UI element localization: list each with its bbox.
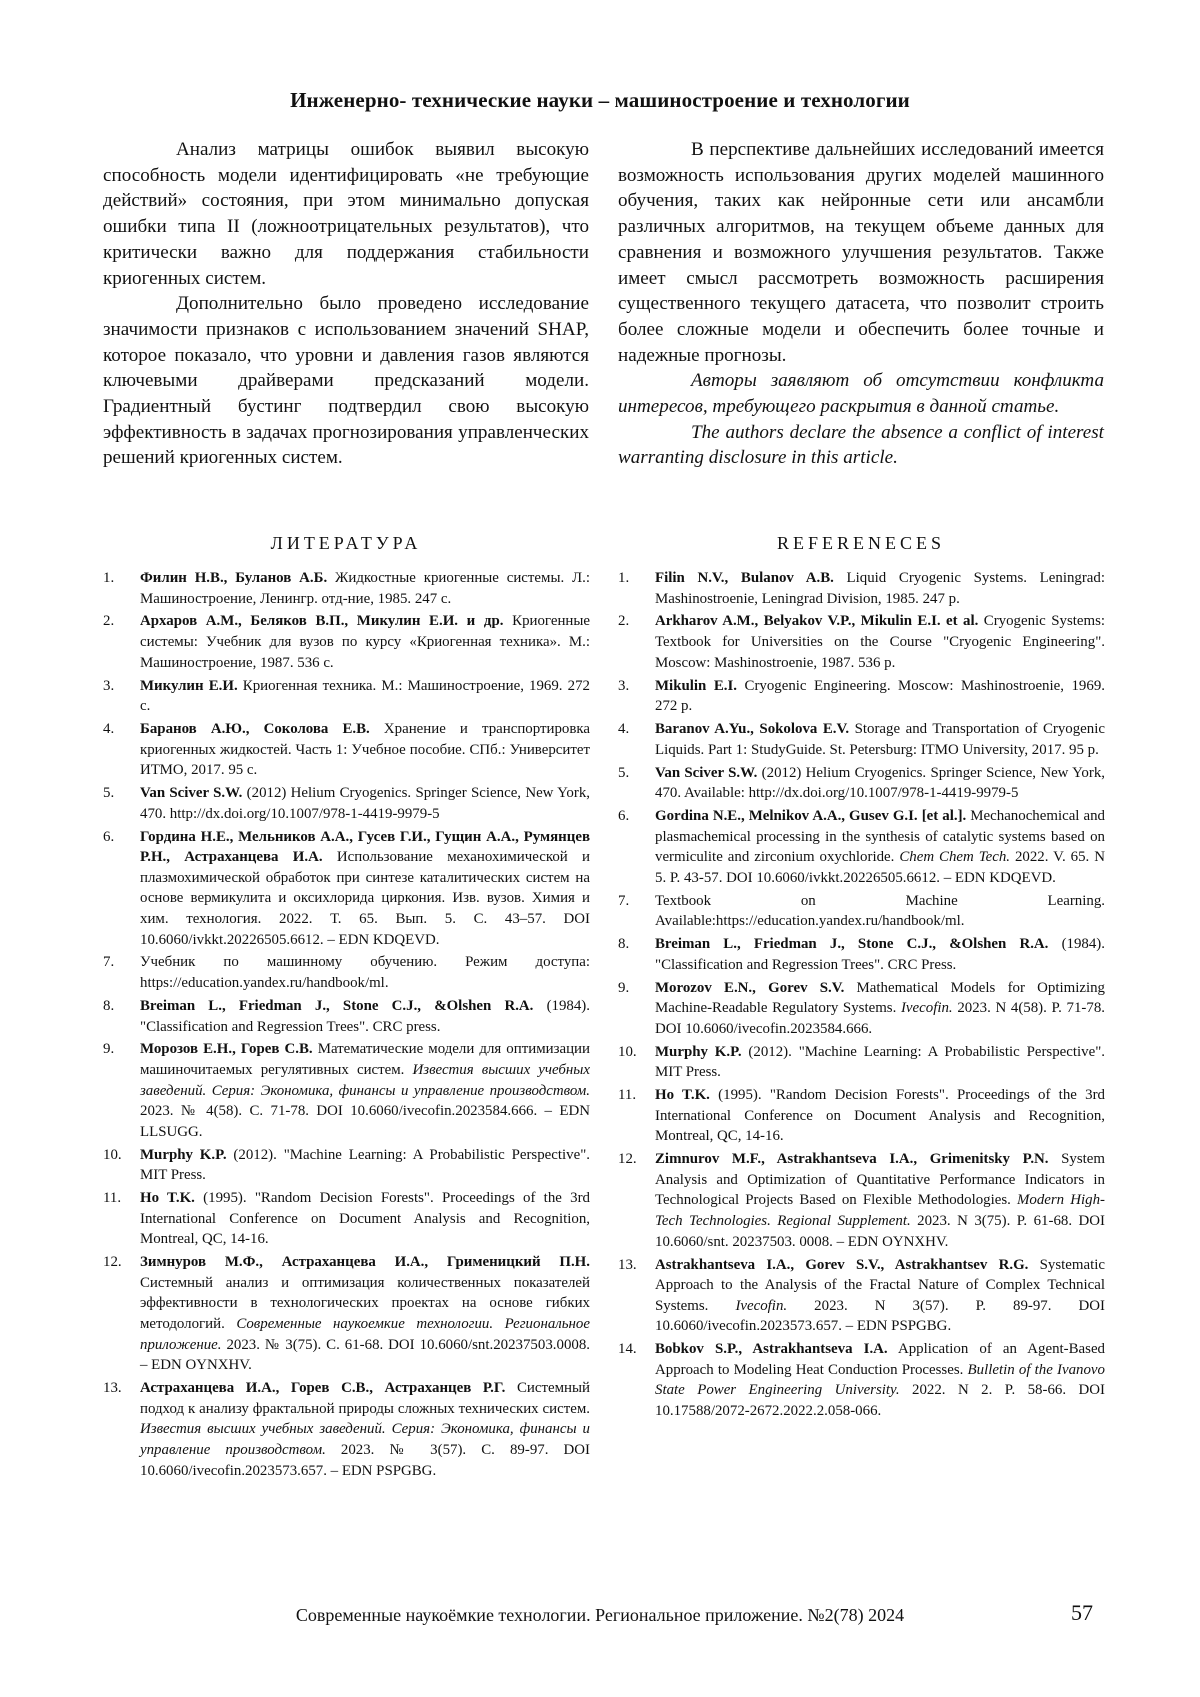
reference-number: 13. — [618, 1256, 637, 1273]
reference-authors: Arkharov A.M., Belyakov V.P., Mikulin E.I. et al. — [655, 613, 979, 630]
reference-number: 2. — [618, 613, 630, 630]
reference-text — [655, 891, 1105, 932]
reference-number: 6. — [103, 828, 115, 845]
reference-authors: Морозов Е.Н., Горев С.В. — [140, 1041, 313, 1058]
reference-authors: Morozov E.N., Gorev S.V. — [655, 979, 845, 996]
reference-detail: (2012) Helium Cryogenics. Springer Science, New York, 470. http://dx.doi.org/10.1007/978-1-4419-9979-5 — [140, 785, 591, 822]
body-paragraph: Анализ матрицы ошибок выявил высокую способность модели идентифицировать «не требующие действий» состояния, при этом минимально допуская ошибки типа II (ложноотрицательных результатов), что критически важно для поддержания стабильности криогенных систем. — [103, 139, 589, 289]
reference-item — [618, 568, 1105, 609]
reference-authors: Breiman L., Friedman J., Stone C.J., &Olshen R.A. — [655, 936, 1049, 953]
reference-authors: Архаров А.М., Беляков В.П., Микулин Е.И. и др. — [140, 613, 504, 630]
reference-number: 10. — [103, 1146, 122, 1163]
reference-number: 1. — [618, 570, 630, 586]
reference-text — [655, 763, 1105, 804]
reference-item — [103, 952, 590, 993]
reference-text — [140, 1252, 590, 1376]
reference-item — [618, 611, 1105, 673]
reference-number: 6. — [618, 808, 630, 825]
journal-footer: Современные наукоёмкие технологии. Региональное приложение. №2(78) 2024 — [295, 1605, 905, 1625]
reference-detail: Systematic Approach to the Analysis of the Fractal Nature of Complex Technical Systems. — [655, 1256, 1105, 1314]
reference-source: Modern High-Tech Technologies. Regional Supplement. — [655, 1192, 1105, 1230]
reference-text — [140, 1145, 590, 1186]
literature-heading: ЛИТЕРАТУРА — [270, 533, 422, 553]
reference-number: 14. — [618, 1341, 637, 1358]
reference-authors: Микулин Е.И. — [140, 677, 238, 694]
reference-authors: Гордина Н.Е., Мельников А.А., Гусев Г.И., Гущин А.А., Румянцев Р.Н., Астраханцева И.А. — [140, 828, 590, 866]
reference-authors: Ho T.K. — [655, 1087, 710, 1104]
conflict-statement-en: The authors declare the absence a conflict of interest warranting disclosure in this article. — [618, 421, 1104, 469]
reference-detail: Mathematical Models for Optimizing Machine-Readable Regulatory Systems. — [655, 979, 1105, 1017]
reference-number: 8. — [103, 997, 115, 1014]
reference-text — [140, 783, 590, 824]
reference-number: 2. — [103, 613, 115, 630]
reference-text — [655, 978, 1105, 1040]
reference-number: 3. — [618, 677, 630, 694]
reference-number: 12. — [103, 1254, 122, 1271]
reference-item — [103, 1188, 590, 1250]
reference-text — [655, 1085, 1105, 1147]
reference-number: 11. — [618, 1087, 637, 1104]
reference-detail: Cryogenic Engineering. Moscow: Mashinostroenie, 1969. 272 p. — [655, 677, 1105, 715]
reference-source: Современные наукоемкие технологии. Региональное приложение. — [140, 1316, 590, 1353]
reference-item — [103, 996, 590, 1037]
reference-authors: Breiman L., Friedman J., Stone C.J., &Olshen R.A. — [140, 997, 534, 1014]
reference-text — [140, 827, 590, 951]
reference-text — [140, 952, 590, 993]
reference-number: 1. — [103, 570, 115, 586]
reference-detail: Storage and Transportation of Cryogenic Liquids. Part 1: StudyGuide. St. Petersburg: ITMO University, 2017. 95 p. — [655, 721, 1105, 758]
reference-source: Ivecofin. — [735, 1297, 788, 1314]
reference-detail: (1984). "Classification and Regression Trees". CRC press. — [140, 997, 590, 1035]
reference-detail: 2022. V. 65. N 5. P. 43-57. DOI 10.6060/ivkkt.20226505.6612. – EDN KDQEVD. — [655, 849, 1105, 886]
reference-detail: Хранение и транспортировка криогенных жидкостей. Часть 1: Учебное пособие. СПб.: Университет ИТМО, 2017. 95 с. — [140, 721, 590, 779]
reference-detail: Application of an Agent-Based Approach to Modeling Heat Conduction Processes. — [655, 1341, 1106, 1378]
reference-item — [618, 806, 1105, 888]
reference-text — [655, 1149, 1105, 1252]
reference-item — [618, 1339, 1105, 1421]
reference-detail: Textbook on Machine Learning. Available:https://education.yandex.ru/handbook/ml. — [655, 892, 1105, 930]
body-column-right — [618, 137, 1104, 471]
reference-source: Известия высших учебных заведений. Серия: Экономика, финансы и управление производством. — [140, 1421, 590, 1458]
reference-detail: Учебник по машинному обучению. Режим доступа: https://education.yandex.ru/handbook/ml. — [140, 954, 590, 992]
reference-detail: 2023. № 4(58). С. 71-78. DOI 10.6060/ivecofin.2023584.666. – EDN LLSUGG. — [140, 1103, 590, 1140]
reference-detail: Математические модели для оптимизации машиночитаемых регулятивных систем. — [140, 1041, 590, 1079]
body-paragraph: Дополнительно было проведено исследование значимости признаков с использованием значений SHAP, которое показало, что уровни и давления газов являются ключевыми драйверами предсказаний модели. Градиентный бустинг подтвердил свою высокую эффективность в задачах прогнозирования управленческих решений криогенных систем. — [103, 293, 589, 469]
reference-number: 9. — [618, 979, 630, 996]
reference-number: 4. — [103, 721, 115, 738]
reference-detail: Системный анализ и оптимизация количественных показателей эффективности в технологических проектах на основе гибких методологий. — [140, 1274, 590, 1333]
reference-detail: (1995). "Random Decision Forests". Proceedings of the 3rd International Conference on Document Analysis and Recognition, Montreal, QC, 14-16. — [655, 1087, 1105, 1145]
reference-number: 9. — [103, 1041, 115, 1058]
reference-detail: 2023. № 3(57). С. 89-97. DOI 10.6060/ivecofin.2023573.657. – EDN PSPGBG. — [140, 1441, 591, 1479]
reference-text — [655, 676, 1105, 717]
reference-text — [655, 611, 1105, 673]
reference-number: 7. — [103, 954, 115, 971]
references-heading: REFERENECES — [776, 533, 945, 553]
page-number: 57 — [1071, 1600, 1093, 1625]
reference-item — [618, 719, 1105, 760]
reference-number: 12. — [618, 1151, 637, 1168]
reference-authors: Баранов А.Ю., Соколова Е.В. — [140, 721, 370, 738]
reference-text — [655, 1042, 1105, 1083]
reference-detail: Mechanochemical and plasmachemical processing in the synthesis of catalytic systems based on vermiculite and zirconium oxychloride. — [655, 808, 1105, 866]
reference-number: 10. — [618, 1043, 637, 1060]
reference-detail: (1984). "Classification and Regression Trees". CRC Press. — [655, 936, 1105, 973]
reference-item — [103, 719, 590, 781]
reference-number: 7. — [618, 892, 630, 909]
reference-detail: 2023. N 3(75). P. 61-68. DOI 10.6060/snt. 20237503. 0008. – EDN OYNXHV. — [655, 1213, 1105, 1250]
reference-number: 4. — [618, 721, 630, 738]
reference-source: Известия высших учебных заведений. Серия: Экономика, финансы и управление производством. — [140, 1062, 590, 1099]
reference-detail: 2022. N 2. P. 58-66. DOI 10.17588/2072-2672.2022.2.058-066. — [655, 1382, 1106, 1420]
reference-detail: 2023. N 4(58). P. 71-78. DOI 10.6060/ivecofin.2023584.666. — [655, 1000, 1105, 1037]
reference-item — [103, 1145, 590, 1186]
body-column-left — [103, 137, 589, 471]
reference-item — [618, 891, 1105, 932]
reference-authors: Астраханцева И.А., Горев С.В., Астраханцев Р.Г. — [140, 1380, 506, 1397]
reference-detail: (2012). "Machine Learning: A Probabilistic Perspective". MIT Press. — [140, 1146, 591, 1184]
reference-number: 11. — [103, 1190, 122, 1207]
reference-item — [103, 568, 590, 609]
reference-authors: Ho T.K. — [140, 1190, 195, 1207]
reference-item — [103, 676, 590, 717]
reference-source: Bulletin of the Ivanovo State Power Engineering University. — [655, 1361, 1105, 1399]
reference-authors: Astrakhantseva I.A., Gorev S.V., Astrakhantsev R.G. — [655, 1256, 1029, 1273]
reference-text — [140, 611, 590, 673]
reference-detail: Cryogenic Systems: Textbook for Universities on the Course "Cryogenic Engineering". Moscow: Mashinostroenie, 1987. 536 p. — [655, 613, 1105, 671]
reference-authors: Murphy K.P. — [140, 1146, 227, 1163]
reference-authors: Van Sciver S.W. — [140, 785, 243, 802]
reference-item — [103, 827, 590, 951]
reference-text — [140, 1188, 590, 1250]
reference-text — [655, 1339, 1105, 1421]
reference-authors: Zimnurov M.F., Astrakhantseva I.A., Grimenitsky P.N. — [655, 1151, 1049, 1168]
reference-authors: Зимнуров М.Ф., Астраханцева И.А., Гримeницкий П.Н. — [140, 1254, 590, 1271]
reference-number: 8. — [618, 936, 630, 953]
reference-detail: Жидкостные криогенные системы. Л.: Машиностроение, Ленингр. отд-ние, 1985. 247 с. — [140, 570, 590, 607]
reference-text — [140, 1378, 590, 1481]
reference-item — [103, 1039, 590, 1142]
reference-number: 5. — [103, 785, 115, 802]
reference-item — [103, 1378, 590, 1481]
reference-authors: Baranov A.Yu., Sokolova E.V. — [655, 721, 850, 738]
reference-authors: Филин Н.В., Буланов А.Б. — [140, 570, 328, 586]
references-list — [618, 568, 1105, 1424]
reference-detail: 2023. N 3(57). P. 89-97. DOI 10.6060/ivecofin.2023573.657. – EDN PSPGBG. — [655, 1297, 1105, 1335]
reference-authors: Filin N.V., Bulanov A.B. — [655, 570, 834, 586]
reference-detail: (1995). "Random Decision Forests". Proceedings of the 3rd International Conference on Document Analysis and Recognition, Montreal, QC, 14-16. — [140, 1190, 590, 1248]
reference-item — [618, 763, 1105, 804]
reference-detail: (2012). "Machine Learning: A Probabilistic Perspective". MIT Press. — [655, 1043, 1106, 1081]
reference-text — [140, 1039, 590, 1142]
reference-detail: Криогенные системы: Учебник для вузов по курсу «Криогенная техника». М.: Машиностроение, 1987. 536 с. — [140, 613, 590, 671]
reference-detail: Liquid Cryogenic Systems. Leningrad: Mashinostroenie, Leningrad Division, 1985. 247 p. — [655, 570, 1105, 607]
reference-number: 5. — [618, 764, 630, 781]
reference-authors: Mikulin E.I. — [655, 677, 737, 694]
reference-text — [140, 996, 590, 1037]
reference-detail: Системный подход к анализу фрактальной природы сложных технических систем. — [140, 1380, 590, 1417]
reference-detail: System Analysis and Optimization of Quantitative Performance Indicators in Technological Projects Based on Flexible Methodologies. — [655, 1151, 1105, 1209]
reference-detail: (2012) Helium Cryogenics. Springer Science, New York, 470. Available: http://dx.doi.org/10.1007/978-1-4419-9979-5 — [655, 764, 1106, 802]
conflict-statement-ru: Авторы заявляют об отсутствии конфликта интересов, требующего раскрытия в данной статье. — [618, 370, 1104, 418]
literature-list — [103, 568, 590, 1483]
reference-item — [103, 611, 590, 673]
reference-authors: Bobkov S.P., Astrakhantseva I.A. — [655, 1341, 888, 1358]
reference-authors: Van Sciver S.W. — [655, 764, 758, 781]
reference-text — [655, 806, 1105, 888]
reference-detail: Использование механохимической и плазмохимической обработок при синтезе каталитических систем на основе вермикулита и оксихлорида циркония. Изв. вузов. Химия и хим. технология. 2022. Т. 65. Вып. 5. С. 43–57. DOI 10.6060/ivkkt.20226505.6612. – EDN KDQEVD. — [140, 849, 591, 948]
reference-item — [103, 1252, 590, 1376]
reference-item — [618, 1149, 1105, 1252]
running-header: Инженерно- технические науки – машиностроение и технологии — [290, 88, 910, 112]
reference-detail: 2023. № 3(75). С. 61-68. DOI 10.6060/snt.20237503.0008. – EDN OYNXHV. — [140, 1336, 590, 1374]
reference-authors: Murphy K.P. — [655, 1043, 742, 1060]
reference-text — [140, 719, 590, 781]
reference-text — [140, 676, 590, 717]
reference-item — [103, 783, 590, 824]
reference-item — [618, 978, 1105, 1040]
reference-item — [618, 676, 1105, 717]
body-paragraph: В перспективе дальнейших исследований имеется возможность использования других моделей машинного обучения, таких как нейронные сети или ансамбли различных алгоритмов, на текущем объеме данных для сравнения и возможного улучшения результатов. Также имеет смысл рассмотреть возможность расширения существенного текущего датасета, что позволит строить более сложные модели и обеспечить более точные и надежные прогнозы. — [618, 139, 1104, 366]
reference-text — [655, 568, 1105, 609]
reference-item — [618, 934, 1105, 975]
reference-number: 13. — [103, 1380, 122, 1397]
reference-text — [655, 719, 1105, 760]
reference-number: 3. — [103, 677, 115, 694]
reference-text — [655, 934, 1105, 975]
reference-item — [618, 1085, 1105, 1147]
reference-source: Ivecofin. — [900, 1000, 953, 1017]
reference-text — [140, 568, 590, 609]
reference-item — [618, 1255, 1105, 1337]
reference-item — [618, 1042, 1105, 1083]
reference-source: Chem Chem Tech. — [899, 849, 1011, 866]
reference-authors: Gordina N.E., Melnikov A.A., Gusev G.I. [et al.]. — [655, 808, 967, 825]
reference-text — [655, 1255, 1105, 1337]
reference-detail: Криогенная техника. М.: Машиностроение, 1969. 272 с. — [140, 677, 590, 715]
